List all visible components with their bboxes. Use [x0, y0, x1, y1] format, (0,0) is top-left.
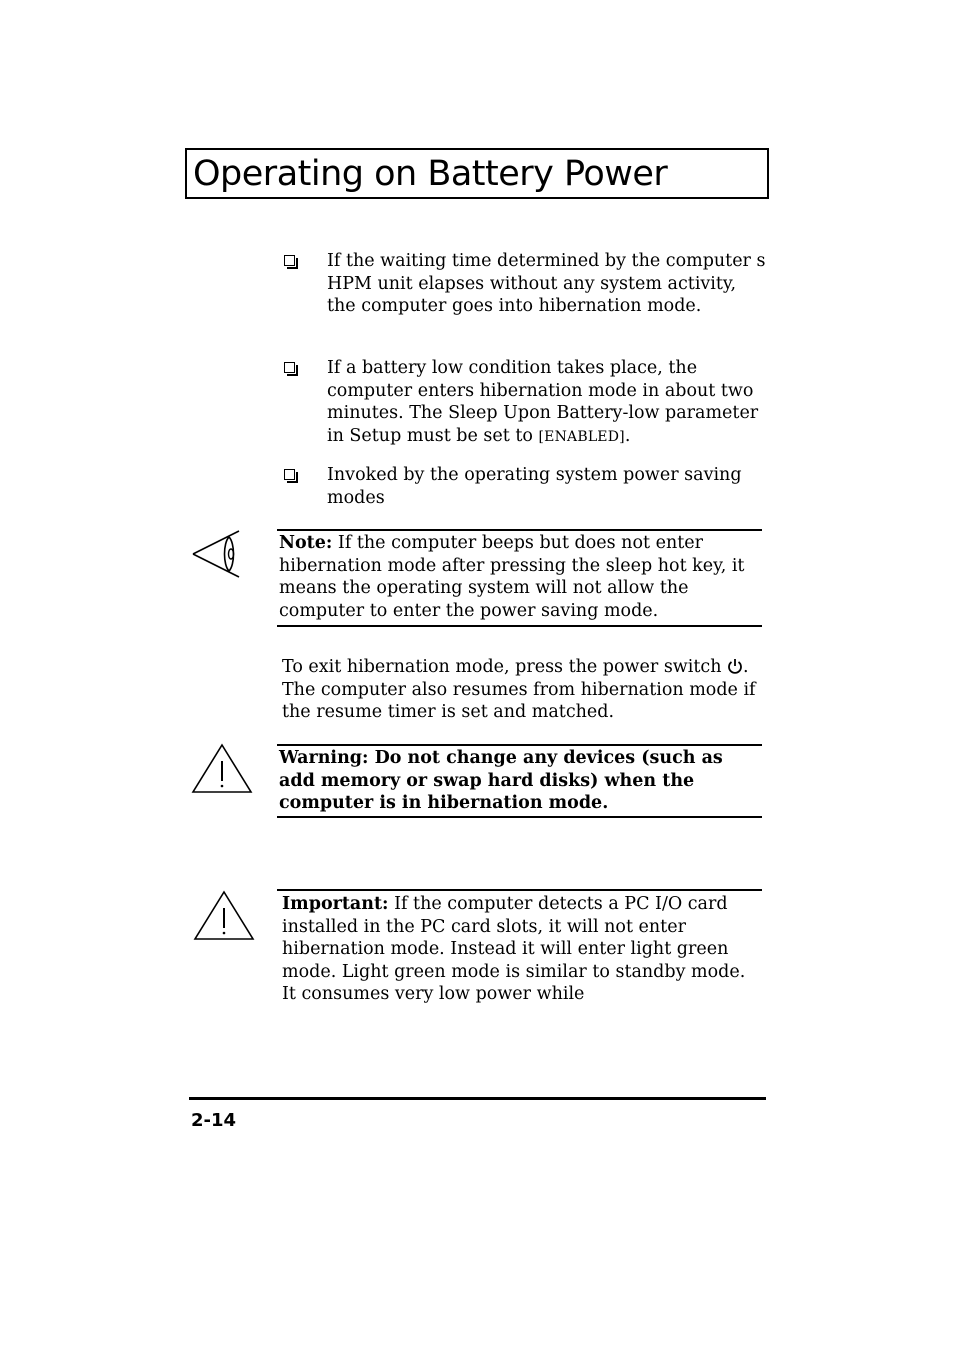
important-label: Important: — [282, 894, 389, 914]
exit-paragraph — [282, 656, 762, 724]
important-body: If the computer detects a PC I/O card installed in the PC card slots, it will not enter hibernation mode. Instead it will enter light green mode. Light green mode is similar to standby mode. It consumes very low power while — [282, 894, 746, 1005]
important-text — [282, 893, 762, 1006]
important-top-rule — [277, 889, 762, 891]
note-text — [279, 532, 759, 622]
warning-icon — [191, 743, 253, 795]
note-bottom-rule — [277, 625, 762, 627]
list-item-text-main: If a battery low condition takes place, the computer enters hibernation mode in about two minutes. The Sleep Upon Battery-low parameter in Setup must be set to — [327, 358, 759, 446]
list-item-text: If the waiting time determined by the computer s HPM unit elapses without any system activity, the computer goes into hibernation mode. — [327, 251, 766, 317]
checkbox-bullet-icon — [284, 469, 295, 480]
note-top-rule — [277, 529, 762, 531]
page-number: 2-14 — [191, 1110, 237, 1131]
warning-text: Warning: Do not change any devices (such as add memory or swap hard disks) when the computer is in hibernation mode. — [279, 748, 723, 814]
footer-rule — [189, 1097, 766, 1100]
warning-bottom-rule — [277, 816, 762, 818]
page-title: Operating on Battery Power — [193, 154, 668, 194]
list-item-text-end: . — [624, 425, 631, 446]
list-item — [280, 250, 770, 342]
section-title-box — [185, 148, 769, 199]
list-item — [280, 464, 770, 510]
checkbox-bullet-icon — [284, 255, 295, 266]
list-item — [280, 357, 770, 449]
note-body: If the computer beeps but does not enter hibernation mode after pressing the sleep hot key, it means the operating system will not allow the computer to enter the power saving mode. — [279, 533, 745, 621]
setting-value: [ENABLED] — [538, 428, 625, 445]
warning-icon — [193, 890, 255, 942]
warning-top-rule — [277, 744, 762, 746]
power-icon — [727, 658, 743, 674]
exit-text-end: . The computer also resumes from hibernation mode if the resume timer is set and matched. — [282, 657, 756, 723]
list-item-text: Invoked by the operating system power saving modes — [327, 465, 742, 508]
list-item-text — [327, 357, 767, 448]
checkbox-bullet-icon — [284, 362, 295, 373]
note-label: Note: — [279, 533, 333, 553]
eye-note-icon — [191, 529, 243, 579]
exit-text-start: To exit hibernation mode, press the power switch — [282, 657, 728, 677]
